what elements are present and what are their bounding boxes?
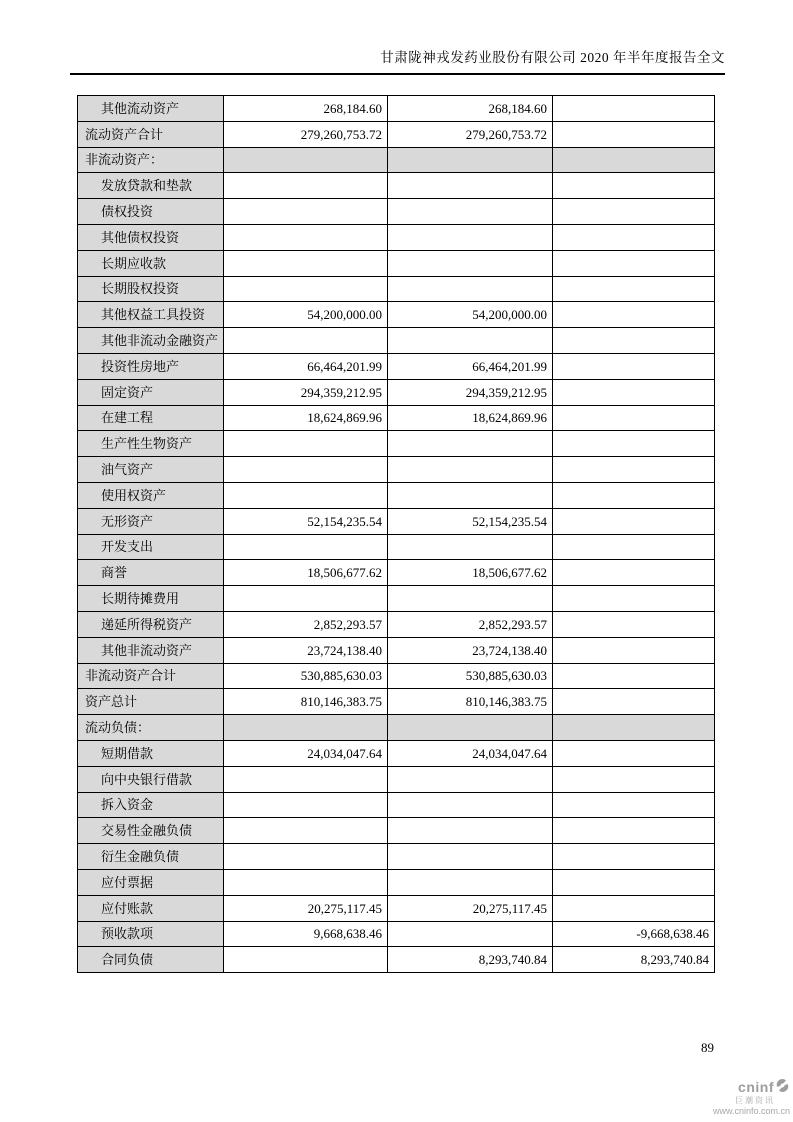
value-cell [553, 96, 715, 122]
row-label: 短期借款 [78, 740, 224, 766]
value-cell [553, 353, 715, 379]
table-row [78, 96, 715, 122]
value-cell: 294,359,212.95 [388, 379, 553, 405]
value-cell [388, 173, 553, 199]
cninfo-swirl-icon [775, 1078, 790, 1098]
table-row [78, 560, 715, 586]
value-cell: 23,724,138.40 [388, 637, 553, 663]
value-cell [388, 792, 553, 818]
value-cell [553, 895, 715, 921]
value-cell [553, 560, 715, 586]
value-cell [224, 173, 388, 199]
row-label: 非流动资产合计 [78, 663, 224, 689]
row-label: 其他非流动资产 [78, 637, 224, 663]
table-row [78, 276, 715, 302]
value-cell [553, 328, 715, 354]
value-cell [224, 431, 388, 457]
value-cell [224, 534, 388, 560]
value-cell [224, 947, 388, 973]
row-label: 在建工程 [78, 405, 224, 431]
value-cell [553, 637, 715, 663]
value-cell [553, 405, 715, 431]
value-cell [388, 818, 553, 844]
row-label: 递延所得税资产 [78, 611, 224, 637]
value-cell [553, 869, 715, 895]
table-row [78, 637, 715, 663]
value-cell [553, 844, 715, 870]
table-row [78, 740, 715, 766]
value-cell: 18,624,869.96 [388, 405, 553, 431]
section-row [78, 147, 715, 173]
value-cell [224, 818, 388, 844]
value-cell [224, 457, 388, 483]
row-label: 无形资产 [78, 508, 224, 534]
row-label: 其他债权投资 [78, 224, 224, 250]
value-cell: 54,200,000.00 [388, 302, 553, 328]
logo-wordmark: cninf [738, 1079, 774, 1096]
row-label: 向中央银行借款 [78, 766, 224, 792]
table-row [78, 844, 715, 870]
value-cell [388, 328, 553, 354]
table-row [78, 895, 715, 921]
row-label: 其他流动资产 [78, 96, 224, 122]
cninfo-logo [713, 1078, 790, 1117]
row-label: 非流动资产： [78, 147, 224, 173]
value-cell: 52,154,235.54 [388, 508, 553, 534]
value-cell: 530,885,630.03 [224, 663, 388, 689]
value-cell [553, 276, 715, 302]
value-cell [224, 276, 388, 302]
row-label: 预收款项 [78, 921, 224, 947]
section-row [78, 715, 715, 741]
table-row [78, 586, 715, 612]
value-cell [553, 147, 715, 173]
value-cell [224, 224, 388, 250]
table-row [78, 611, 715, 637]
table-row [78, 457, 715, 483]
value-cell: 294,359,212.95 [224, 379, 388, 405]
value-cell: 20,275,117.45 [224, 895, 388, 921]
table-row [78, 689, 715, 715]
row-label: 长期应收款 [78, 250, 224, 276]
value-cell: 8,293,740.84 [388, 947, 553, 973]
table-row [78, 302, 715, 328]
balance-sheet-body [78, 96, 715, 973]
value-cell [553, 689, 715, 715]
value-cell [553, 508, 715, 534]
row-label: 流动负债： [78, 715, 224, 741]
value-cell: 23,724,138.40 [224, 637, 388, 663]
value-cell: 18,624,869.96 [224, 405, 388, 431]
table-row [78, 353, 715, 379]
row-label: 其他非流动金融资产 [78, 328, 224, 354]
table-row [78, 173, 715, 199]
value-cell [388, 199, 553, 225]
value-cell: 268,184.60 [388, 96, 553, 122]
page-header [70, 46, 725, 75]
value-cell: 810,146,383.75 [224, 689, 388, 715]
value-cell [553, 534, 715, 560]
value-cell [553, 173, 715, 199]
table-row [78, 766, 715, 792]
table-row [78, 224, 715, 250]
value-cell: 66,464,201.99 [224, 353, 388, 379]
value-cell [224, 328, 388, 354]
value-cell: 268,184.60 [224, 96, 388, 122]
table-row [78, 482, 715, 508]
value-cell [388, 276, 553, 302]
table-row [78, 792, 715, 818]
row-label: 使用权资产 [78, 482, 224, 508]
table-row [78, 869, 715, 895]
table-row [78, 250, 715, 276]
value-cell [553, 121, 715, 147]
value-cell [224, 844, 388, 870]
value-cell: 24,034,047.64 [224, 740, 388, 766]
row-label: 固定资产 [78, 379, 224, 405]
table-row [78, 947, 715, 973]
value-cell: 2,852,293.57 [224, 611, 388, 637]
row-label: 交易性金融负债 [78, 818, 224, 844]
value-cell: 810,146,383.75 [388, 689, 553, 715]
value-cell: 2,852,293.57 [388, 611, 553, 637]
value-cell: 279,260,753.72 [388, 121, 553, 147]
value-cell: 24,034,047.64 [388, 740, 553, 766]
value-cell: 530,885,630.03 [388, 663, 553, 689]
value-cell [553, 766, 715, 792]
value-cell [388, 844, 553, 870]
table-row [78, 431, 715, 457]
value-cell: 18,506,677.62 [224, 560, 388, 586]
row-label: 长期股权投资 [78, 276, 224, 302]
value-cell [553, 379, 715, 405]
row-label: 合同负债 [78, 947, 224, 973]
table-row [78, 121, 715, 147]
value-cell [388, 250, 553, 276]
table-row [78, 379, 715, 405]
value-cell [553, 199, 715, 225]
value-cell [224, 766, 388, 792]
value-cell [553, 302, 715, 328]
value-cell [553, 792, 715, 818]
value-cell [388, 534, 553, 560]
balance-sheet-table [77, 95, 715, 973]
value-cell [388, 482, 553, 508]
value-cell [388, 921, 553, 947]
value-cell: 18,506,677.62 [388, 560, 553, 586]
value-cell: 20,275,117.45 [388, 895, 553, 921]
value-cell [224, 482, 388, 508]
row-label: 应付账款 [78, 895, 224, 921]
row-label: 其他权益工具投资 [78, 302, 224, 328]
row-label: 流动资产合计 [78, 121, 224, 147]
logo-url: www.cninfo.com.cn [712, 1106, 790, 1117]
value-cell: 9,668,638.46 [224, 921, 388, 947]
row-label: 债权投资 [78, 199, 224, 225]
value-cell [388, 457, 553, 483]
table-row [78, 508, 715, 534]
table-row [78, 663, 715, 689]
value-cell [388, 586, 553, 612]
value-cell [553, 740, 715, 766]
value-cell [224, 147, 388, 173]
value-cell: 8,293,740.84 [553, 947, 715, 973]
report-title: 甘肃陇神戎发药业股份有限公司 2020 年半年度报告全文 [380, 50, 725, 65]
value-cell: 54,200,000.00 [224, 302, 388, 328]
value-cell [553, 250, 715, 276]
value-cell [388, 224, 553, 250]
value-cell [224, 250, 388, 276]
row-label: 油气资产 [78, 457, 224, 483]
value-cell [553, 482, 715, 508]
row-label: 生产性生物资产 [78, 431, 224, 457]
value-cell: -9,668,638.46 [553, 921, 715, 947]
row-label: 发放贷款和垫款 [78, 173, 224, 199]
value-cell [553, 586, 715, 612]
value-cell [553, 715, 715, 741]
row-label: 商誉 [78, 560, 224, 586]
table-row [78, 921, 715, 947]
value-cell [553, 663, 715, 689]
row-label: 应付票据 [78, 869, 224, 895]
value-cell [224, 869, 388, 895]
row-label: 资产总计 [78, 689, 224, 715]
value-cell [388, 766, 553, 792]
value-cell [553, 611, 715, 637]
value-cell [224, 586, 388, 612]
value-cell [553, 457, 715, 483]
value-cell: 66,464,201.99 [388, 353, 553, 379]
row-label: 拆入资金 [78, 792, 224, 818]
table-row [78, 199, 715, 225]
logo-wordmark-row [713, 1078, 790, 1098]
value-cell [388, 431, 553, 457]
logo-chinese-name: 巨潮资讯 [735, 1095, 775, 1105]
value-cell [388, 715, 553, 741]
value-cell [224, 715, 388, 741]
table-row [78, 328, 715, 354]
value-cell [224, 792, 388, 818]
value-cell: 52,154,235.54 [224, 508, 388, 534]
value-cell [224, 199, 388, 225]
value-cell [388, 869, 553, 895]
page-number: 89 [701, 1040, 714, 1055]
row-label: 投资性房地产 [78, 353, 224, 379]
row-label: 开发支出 [78, 534, 224, 560]
value-cell [388, 147, 553, 173]
value-cell [553, 224, 715, 250]
row-label: 长期待摊费用 [78, 586, 224, 612]
table-row [78, 818, 715, 844]
value-cell [553, 431, 715, 457]
table-row [78, 534, 715, 560]
row-label: 衍生金融负债 [78, 844, 224, 870]
value-cell [553, 818, 715, 844]
table-row [78, 405, 715, 431]
value-cell: 279,260,753.72 [224, 121, 388, 147]
